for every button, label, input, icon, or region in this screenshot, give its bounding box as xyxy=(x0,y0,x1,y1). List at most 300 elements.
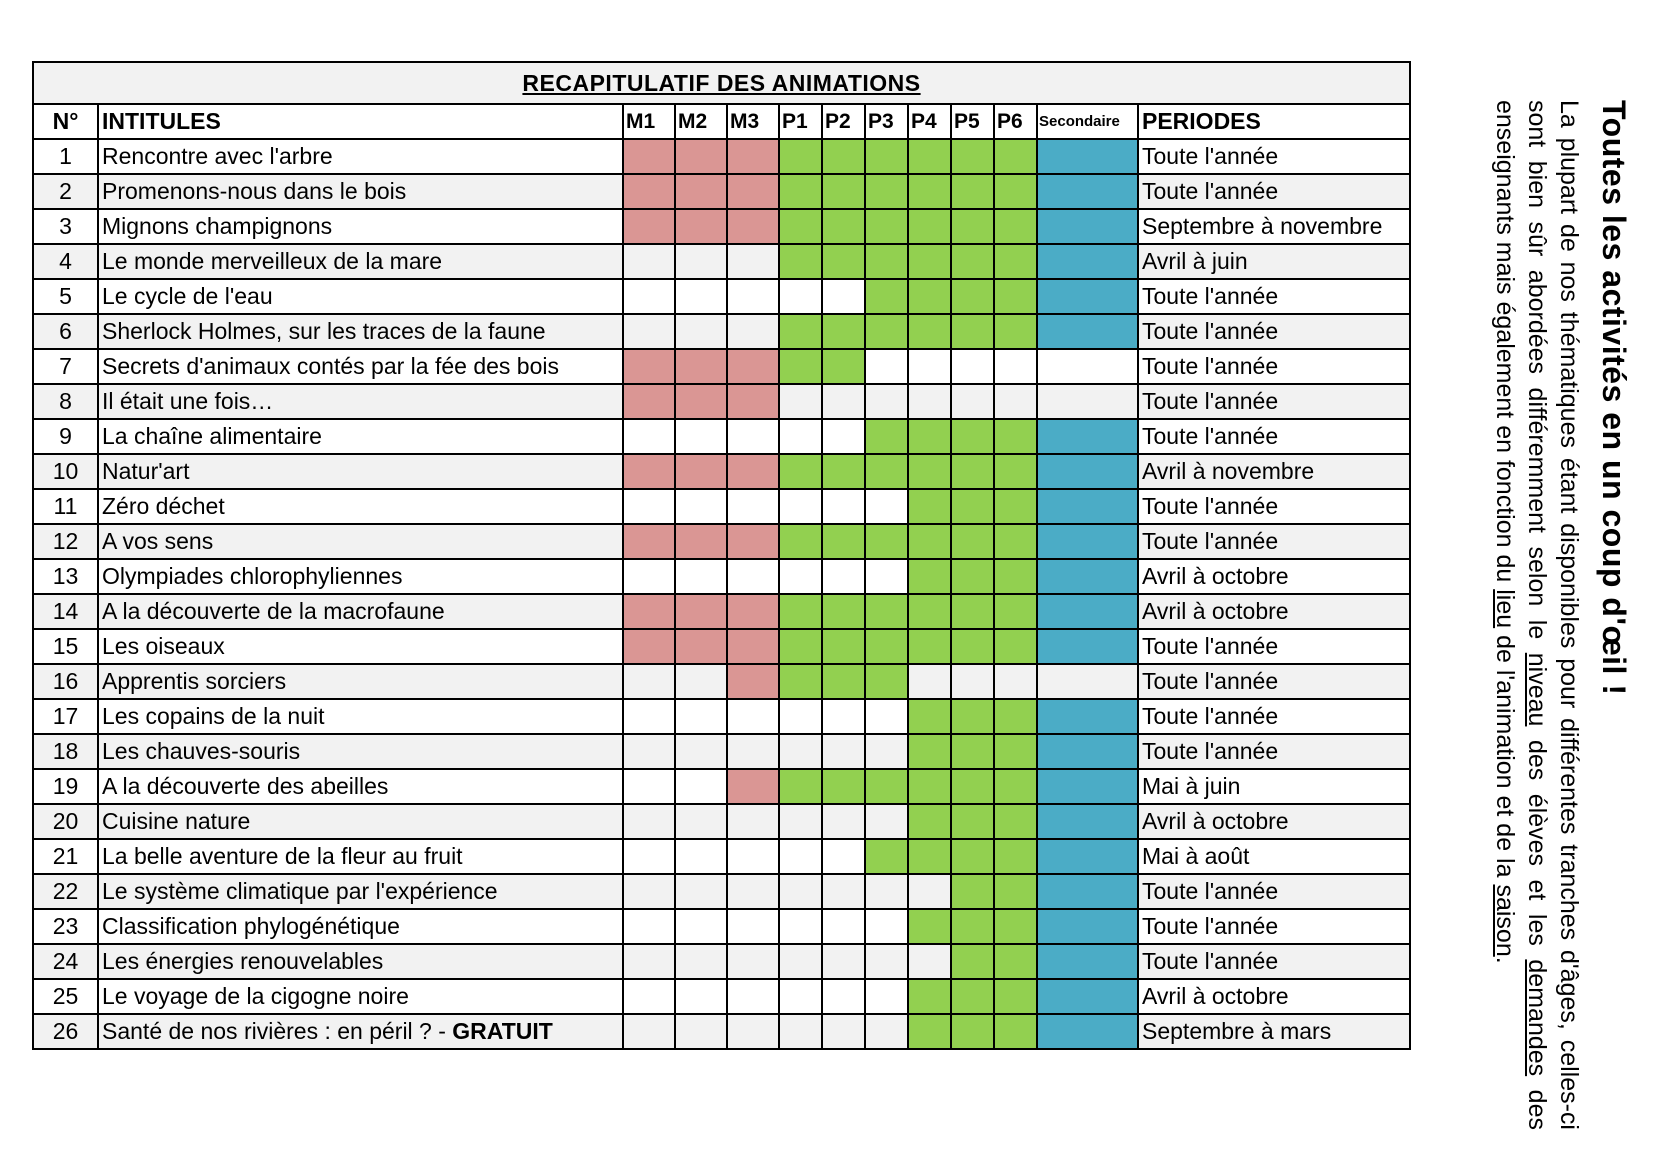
level-cell-p2 xyxy=(822,734,865,769)
level-cell-p3 xyxy=(865,314,908,349)
row-period: Septembre à mars xyxy=(1138,1014,1410,1049)
level-cell-p6 xyxy=(994,629,1037,664)
side-note-heading: Toutes les activités en un coup d'œil ! xyxy=(1596,100,1632,696)
level-cell-m3 xyxy=(727,559,779,594)
level-cell-p1 xyxy=(779,279,822,314)
level-cell-secondary xyxy=(1037,804,1138,839)
level-cell-p4 xyxy=(908,664,951,699)
level-cell-p5 xyxy=(951,979,994,1014)
row-number: 20 xyxy=(33,804,98,839)
level-cell-p4 xyxy=(908,979,951,1014)
level-cell-m3 xyxy=(727,314,779,349)
level-cell-p2 xyxy=(822,804,865,839)
row-title xyxy=(98,804,623,839)
level-cell-m2 xyxy=(675,174,727,209)
table-row xyxy=(33,139,1410,174)
table-row xyxy=(33,384,1410,419)
level-cell-m1 xyxy=(623,874,675,909)
row-period: Toute l'année xyxy=(1138,909,1410,944)
table-row xyxy=(33,279,1410,314)
level-cell-p5 xyxy=(951,279,994,314)
level-cell-m1 xyxy=(623,909,675,944)
row-number: 2 xyxy=(33,174,98,209)
row-title-text: La belle aventure de la fleur au fruit xyxy=(102,843,463,869)
row-title-text: Le voyage de la cigogne noire xyxy=(102,983,409,1009)
side-text-underlined: niveau xyxy=(1523,652,1551,727)
level-cell-secondary xyxy=(1037,489,1138,524)
level-cell-m1 xyxy=(623,139,675,174)
row-period: Avril à juin xyxy=(1138,244,1410,279)
level-cell-m3 xyxy=(727,664,779,699)
row-title-text: Le monde merveilleux de la mare xyxy=(102,248,443,274)
level-cell-p3 xyxy=(865,839,908,874)
row-period: Toute l'année xyxy=(1138,699,1410,734)
side-text-part: de l'animation et de la xyxy=(1491,628,1519,885)
level-cell-secondary xyxy=(1037,839,1138,874)
level-cell-p6 xyxy=(994,804,1037,839)
level-cell-p5 xyxy=(951,174,994,209)
level-cell-m1 xyxy=(623,664,675,699)
level-cell-p5 xyxy=(951,524,994,559)
table-row xyxy=(33,979,1410,1014)
level-cell-p2 xyxy=(822,314,865,349)
table-row xyxy=(33,699,1410,734)
level-cell-p6 xyxy=(994,244,1037,279)
row-period: Toute l'année xyxy=(1138,349,1410,384)
header-p2: P2 xyxy=(822,104,865,139)
level-cell-p4 xyxy=(908,314,951,349)
level-cell-p2 xyxy=(822,559,865,594)
level-cell-p1 xyxy=(779,559,822,594)
level-cell-m2 xyxy=(675,139,727,174)
level-cell-m3 xyxy=(727,489,779,524)
level-cell-p6 xyxy=(994,874,1037,909)
level-cell-p6 xyxy=(994,909,1037,944)
level-cell-p2 xyxy=(822,1014,865,1049)
row-title xyxy=(98,699,623,734)
level-cell-p2 xyxy=(822,629,865,664)
level-cell-p5 xyxy=(951,629,994,664)
table-row xyxy=(33,349,1410,384)
row-title-text: Le système climatique par l'expérience xyxy=(102,878,498,904)
level-cell-m2 xyxy=(675,489,727,524)
level-cell-p2 xyxy=(822,419,865,454)
level-cell-p5 xyxy=(951,244,994,279)
level-cell-secondary xyxy=(1037,349,1138,384)
row-period: Toute l'année xyxy=(1138,139,1410,174)
level-cell-m2 xyxy=(675,804,727,839)
level-cell-p2 xyxy=(822,874,865,909)
row-number: 25 xyxy=(33,979,98,1014)
level-cell-p6 xyxy=(994,1014,1037,1049)
level-cell-p3 xyxy=(865,804,908,839)
level-cell-p4 xyxy=(908,419,951,454)
header-p5: P5 xyxy=(951,104,994,139)
row-number: 6 xyxy=(33,314,98,349)
level-cell-p4 xyxy=(908,454,951,489)
level-cell-p5 xyxy=(951,804,994,839)
header-secondary: Secondaire xyxy=(1037,104,1138,139)
level-cell-p4 xyxy=(908,734,951,769)
level-cell-m2 xyxy=(675,524,727,559)
level-cell-p2 xyxy=(822,489,865,524)
level-cell-p6 xyxy=(994,559,1037,594)
level-cell-p3 xyxy=(865,244,908,279)
level-cell-m3 xyxy=(727,384,779,419)
level-cell-p2 xyxy=(822,209,865,244)
row-title-text: Classification phylogénétique xyxy=(102,913,400,939)
level-cell-p1 xyxy=(779,454,822,489)
row-title-text: Santé de nos rivières : en péril ? - xyxy=(102,1018,453,1044)
level-cell-p2 xyxy=(822,384,865,419)
level-cell-secondary xyxy=(1037,734,1138,769)
level-cell-m1 xyxy=(623,524,675,559)
level-cell-p4 xyxy=(908,909,951,944)
header-m3: M3 xyxy=(727,104,779,139)
row-number: 16 xyxy=(33,664,98,699)
level-cell-m3 xyxy=(727,629,779,664)
level-cell-p1 xyxy=(779,419,822,454)
level-cell-p1 xyxy=(779,244,822,279)
row-number: 9 xyxy=(33,419,98,454)
row-title xyxy=(98,944,623,979)
side-text-part: La plupart de nos thématiques étant disponibles pour différentes tranches d'âges, celles-ci sont bien sûr abordées différemment selon le xyxy=(1523,100,1583,1130)
level-cell-p5 xyxy=(951,909,994,944)
row-period: Toute l'année xyxy=(1138,629,1410,664)
row-title-text: Zéro déchet xyxy=(102,493,225,519)
level-cell-m3 xyxy=(727,979,779,1014)
level-cell-p4 xyxy=(908,209,951,244)
header-m2: M2 xyxy=(675,104,727,139)
level-cell-p2 xyxy=(822,174,865,209)
side-text-part: des enseignants mais également en fonction du xyxy=(1491,100,1551,1130)
table-row xyxy=(33,839,1410,874)
level-cell-p6 xyxy=(994,664,1037,699)
header-titles: INTITULES xyxy=(98,104,623,139)
level-cell-p3 xyxy=(865,1014,908,1049)
level-cell-p5 xyxy=(951,874,994,909)
side-text-underlined: demandes xyxy=(1523,959,1551,1077)
level-cell-p3 xyxy=(865,419,908,454)
level-cell-m3 xyxy=(727,279,779,314)
level-cell-p4 xyxy=(908,629,951,664)
level-cell-p1 xyxy=(779,979,822,1014)
row-title-text: A la découverte des abeilles xyxy=(102,773,389,799)
level-cell-p2 xyxy=(822,699,865,734)
level-cell-secondary xyxy=(1037,664,1138,699)
level-cell-m1 xyxy=(623,209,675,244)
level-cell-m1 xyxy=(623,594,675,629)
level-cell-m2 xyxy=(675,454,727,489)
level-cell-p2 xyxy=(822,244,865,279)
row-number: 12 xyxy=(33,524,98,559)
level-cell-p4 xyxy=(908,944,951,979)
row-period: Toute l'année xyxy=(1138,944,1410,979)
row-title xyxy=(98,489,623,524)
row-period: Mai à juin xyxy=(1138,769,1410,804)
level-cell-m1 xyxy=(623,979,675,1014)
level-cell-p2 xyxy=(822,524,865,559)
level-cell-secondary xyxy=(1037,174,1138,209)
row-period: Avril à octobre xyxy=(1138,979,1410,1014)
level-cell-m3 xyxy=(727,594,779,629)
level-cell-m2 xyxy=(675,314,727,349)
level-cell-p2 xyxy=(822,594,865,629)
level-cell-m1 xyxy=(623,244,675,279)
row-title xyxy=(98,1014,623,1049)
row-title xyxy=(98,664,623,699)
table-row xyxy=(33,769,1410,804)
level-cell-m3 xyxy=(727,699,779,734)
level-cell-m2 xyxy=(675,979,727,1014)
row-period: Toute l'année xyxy=(1138,279,1410,314)
level-cell-m2 xyxy=(675,349,727,384)
row-title-text: Le cycle de l'eau xyxy=(102,283,273,309)
level-cell-p1 xyxy=(779,769,822,804)
header-m1: M1 xyxy=(623,104,675,139)
table-title: RECAPITULATIF DES ANIMATIONS xyxy=(33,62,1410,104)
level-cell-m1 xyxy=(623,419,675,454)
level-cell-p3 xyxy=(865,559,908,594)
level-cell-m3 xyxy=(727,209,779,244)
row-title-text: Promenons-nous dans le bois xyxy=(102,178,407,204)
level-cell-secondary xyxy=(1037,244,1138,279)
row-title xyxy=(98,384,623,419)
level-cell-m3 xyxy=(727,909,779,944)
level-cell-p6 xyxy=(994,734,1037,769)
level-cell-p5 xyxy=(951,594,994,629)
level-cell-p2 xyxy=(822,349,865,384)
level-cell-p4 xyxy=(908,594,951,629)
row-title-text: Rencontre avec l'arbre xyxy=(102,143,333,169)
level-cell-m3 xyxy=(727,454,779,489)
table-row xyxy=(33,314,1410,349)
level-cell-p2 xyxy=(822,454,865,489)
row-title xyxy=(98,314,623,349)
level-cell-m1 xyxy=(623,629,675,664)
level-cell-m3 xyxy=(727,944,779,979)
level-cell-p3 xyxy=(865,664,908,699)
row-title xyxy=(98,874,623,909)
level-cell-m2 xyxy=(675,874,727,909)
row-number: 21 xyxy=(33,839,98,874)
level-cell-p5 xyxy=(951,419,994,454)
header-p4: P4 xyxy=(908,104,951,139)
row-title-text: Il était une fois… xyxy=(102,388,274,414)
level-cell-m2 xyxy=(675,594,727,629)
level-cell-p4 xyxy=(908,839,951,874)
row-title xyxy=(98,769,623,804)
level-cell-p5 xyxy=(951,454,994,489)
row-title xyxy=(98,349,623,384)
level-cell-p4 xyxy=(908,1014,951,1049)
row-number: 4 xyxy=(33,244,98,279)
level-cell-p5 xyxy=(951,384,994,419)
level-cell-p2 xyxy=(822,139,865,174)
table-row xyxy=(33,909,1410,944)
level-cell-p1 xyxy=(779,804,822,839)
side-note-text xyxy=(1489,100,1585,1130)
level-cell-secondary xyxy=(1037,384,1138,419)
table-row xyxy=(33,209,1410,244)
level-cell-m3 xyxy=(727,769,779,804)
level-cell-m2 xyxy=(675,909,727,944)
row-period: Avril à octobre xyxy=(1138,804,1410,839)
level-cell-p3 xyxy=(865,524,908,559)
level-cell-p6 xyxy=(994,139,1037,174)
row-number: 3 xyxy=(33,209,98,244)
row-title-text: Cuisine nature xyxy=(102,808,251,834)
level-cell-p3 xyxy=(865,594,908,629)
table-row xyxy=(33,804,1410,839)
level-cell-p5 xyxy=(951,944,994,979)
level-cell-p1 xyxy=(779,909,822,944)
level-cell-m1 xyxy=(623,804,675,839)
level-cell-p3 xyxy=(865,174,908,209)
level-cell-m1 xyxy=(623,769,675,804)
level-cell-p6 xyxy=(994,524,1037,559)
level-cell-secondary xyxy=(1037,629,1138,664)
level-cell-m2 xyxy=(675,244,727,279)
row-number: 24 xyxy=(33,944,98,979)
level-cell-m3 xyxy=(727,174,779,209)
level-cell-p1 xyxy=(779,489,822,524)
level-cell-p1 xyxy=(779,944,822,979)
row-title xyxy=(98,244,623,279)
level-cell-p2 xyxy=(822,664,865,699)
level-cell-m3 xyxy=(727,139,779,174)
level-cell-m1 xyxy=(623,349,675,384)
row-number: 23 xyxy=(33,909,98,944)
level-cell-m3 xyxy=(727,419,779,454)
level-cell-m3 xyxy=(727,874,779,909)
row-title xyxy=(98,559,623,594)
level-cell-p3 xyxy=(865,349,908,384)
level-cell-p5 xyxy=(951,489,994,524)
table-row xyxy=(33,944,1410,979)
animations-summary-table xyxy=(32,61,1411,1050)
row-number: 18 xyxy=(33,734,98,769)
level-cell-p1 xyxy=(779,349,822,384)
row-title xyxy=(98,909,623,944)
level-cell-p4 xyxy=(908,559,951,594)
level-cell-p2 xyxy=(822,769,865,804)
row-period: Toute l'année xyxy=(1138,314,1410,349)
row-period: Toute l'année xyxy=(1138,734,1410,769)
row-title-text: Mignons champignons xyxy=(102,213,333,239)
level-cell-m3 xyxy=(727,1014,779,1049)
level-cell-m2 xyxy=(675,209,727,244)
level-cell-m1 xyxy=(623,1014,675,1049)
row-title-text: A la découverte de la macrofaune xyxy=(102,598,445,624)
table-row xyxy=(33,1014,1410,1049)
level-cell-p1 xyxy=(779,1014,822,1049)
level-cell-p3 xyxy=(865,384,908,419)
table-row xyxy=(33,244,1410,279)
level-cell-p5 xyxy=(951,314,994,349)
row-period: Toute l'année xyxy=(1138,524,1410,559)
row-title-text: Olympiades chlorophyliennes xyxy=(102,563,403,589)
level-cell-m1 xyxy=(623,279,675,314)
level-cell-p5 xyxy=(951,839,994,874)
row-title-text: Sherlock Holmes, sur les traces de la faune xyxy=(102,318,546,344)
level-cell-p6 xyxy=(994,594,1037,629)
row-number: 17 xyxy=(33,699,98,734)
level-cell-p4 xyxy=(908,244,951,279)
level-cell-m2 xyxy=(675,839,727,874)
side-text-underlined: lieu xyxy=(1491,589,1519,629)
level-cell-p4 xyxy=(908,489,951,524)
level-cell-p3 xyxy=(865,629,908,664)
side-text-part: . xyxy=(1491,956,1519,964)
level-cell-p6 xyxy=(994,944,1037,979)
level-cell-p6 xyxy=(994,979,1037,1014)
level-cell-secondary xyxy=(1037,594,1138,629)
row-period: Avril à novembre xyxy=(1138,454,1410,489)
level-cell-p5 xyxy=(951,664,994,699)
level-cell-m1 xyxy=(623,944,675,979)
level-cell-p4 xyxy=(908,874,951,909)
level-cell-p4 xyxy=(908,384,951,419)
row-number: 15 xyxy=(33,629,98,664)
row-title-text: Les énergies renouvelables xyxy=(102,948,384,974)
table-row xyxy=(33,874,1410,909)
level-cell-p5 xyxy=(951,349,994,384)
level-cell-p2 xyxy=(822,979,865,1014)
row-title-bold: GRATUIT xyxy=(452,1018,553,1044)
row-period: Septembre à novembre xyxy=(1138,209,1410,244)
row-number: 14 xyxy=(33,594,98,629)
level-cell-p4 xyxy=(908,524,951,559)
header-p1: P1 xyxy=(779,104,822,139)
row-title xyxy=(98,279,623,314)
level-cell-p3 xyxy=(865,454,908,489)
level-cell-p6 xyxy=(994,384,1037,419)
side-note xyxy=(1427,100,1632,1130)
level-cell-m2 xyxy=(675,1014,727,1049)
level-cell-p1 xyxy=(779,629,822,664)
level-cell-p3 xyxy=(865,769,908,804)
level-cell-m3 xyxy=(727,244,779,279)
level-cell-p5 xyxy=(951,1014,994,1049)
level-cell-m3 xyxy=(727,349,779,384)
level-cell-p5 xyxy=(951,559,994,594)
level-cell-p2 xyxy=(822,944,865,979)
row-period: Mai à août xyxy=(1138,839,1410,874)
level-cell-p6 xyxy=(994,699,1037,734)
level-cell-p6 xyxy=(994,314,1037,349)
row-number: 1 xyxy=(33,139,98,174)
level-cell-p6 xyxy=(994,174,1037,209)
level-cell-p6 xyxy=(994,769,1037,804)
header-p3: P3 xyxy=(865,104,908,139)
level-cell-m2 xyxy=(675,699,727,734)
level-cell-m2 xyxy=(675,559,727,594)
row-number: 13 xyxy=(33,559,98,594)
row-title-text: Les chauves-souris xyxy=(102,738,301,764)
row-period: Avril à octobre xyxy=(1138,559,1410,594)
level-cell-p5 xyxy=(951,734,994,769)
row-number: 26 xyxy=(33,1014,98,1049)
level-cell-m1 xyxy=(623,839,675,874)
row-period: Toute l'année xyxy=(1138,664,1410,699)
row-period: Toute l'année xyxy=(1138,419,1410,454)
level-cell-secondary xyxy=(1037,314,1138,349)
table-row xyxy=(33,559,1410,594)
level-cell-m3 xyxy=(727,524,779,559)
level-cell-p1 xyxy=(779,209,822,244)
row-number: 22 xyxy=(33,874,98,909)
